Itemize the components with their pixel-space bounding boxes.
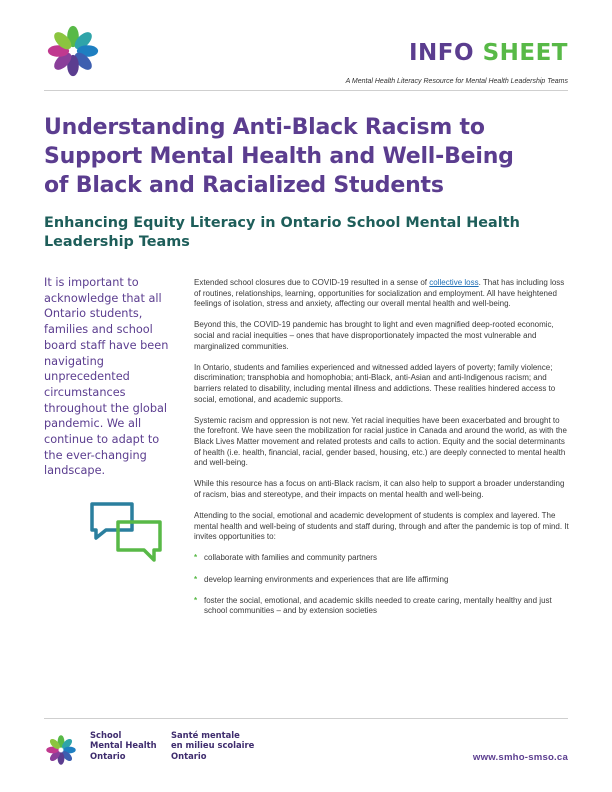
title-line-2: Support Mental Health and Well-Being (44, 144, 514, 169)
title-line-1: Understanding Anti-Black Racism to (44, 115, 485, 140)
badge-word-sheet: SHEET (482, 40, 568, 66)
paragraph-5: While this resource has a focus on anti-Black racism, it can also help to support a broader understanding of racism, bias and stereotype, and their impacts on mental health and well-being. (194, 479, 565, 499)
smho-pinwheel-logo (44, 22, 102, 80)
smho-footer-logo (44, 733, 78, 767)
header-divider (44, 90, 568, 91)
sidebar-callout: It is important to acknowledge that all Ontario students, families and school board staff have been navigating unprecedented circumstances throughout the global pandemic. We all continue to adapt to the ever-changing landscape. (44, 276, 169, 478)
bullet-star-icon: * (194, 574, 198, 584)
subtitle-line-2: Leadership Teams (44, 234, 190, 250)
footer-divider (44, 718, 568, 719)
page-subtitle (44, 214, 564, 252)
bullet-star-icon: * (194, 595, 198, 605)
org-name-english: School Mental Health Ontario (90, 730, 157, 761)
org-name-french: Santé mentale en milieu scolaire Ontario (171, 730, 255, 761)
chat-bubbles-icon (88, 500, 164, 566)
paragraph-3: In Ontario, students and families experienced and witnessed added layers of poverty; family violence; discrimination; transphobia and homophobia; anti-Black, anti-Asian and anti-Indigenous racism; and barriers related to disability, including mental illness and addictions. These realities hindered access to social, emotional, and academic supports. (194, 362, 556, 404)
paragraph-4: Systemic racism and oppression is not new. Yet racial inequities have been exacerbated and brought to the forefront. We have seen the mobilization for racial justice in Canada and around the world, as with the Black Lives Matter movement and related protests and calls to action. Equity and the social determinants of health (i.e. health, financial, racial, gender based, housing, etc.) are deeply connected to mental health and well-being. (194, 415, 567, 468)
paragraph-2: Beyond this, the COVID-19 pandemic has brought to light and even magnified deep-rooted economic, social and racial inequities – ones that have disproportionately impacted the most vulnerable and marginalized communities. (194, 320, 554, 351)
list-item: * foster the social, emotional, and academic skills needed to create caring, mentally healthy and just school communities – and by extension societies (194, 595, 552, 616)
page-title (44, 113, 564, 200)
opportunities-list (194, 553, 570, 617)
bullet-star-icon: * (194, 553, 198, 563)
subtitle-line-1: Enhancing Equity Literacy in Ontario School Mental Health (44, 215, 520, 231)
collective-loss-link[interactable]: collective loss (429, 278, 479, 287)
list-item: * develop learning environments and experiences that are life affirming (194, 574, 449, 584)
website-link[interactable]: www.smho-smso.ca (472, 752, 568, 763)
paragraph-6: Attending to the social, emotional and academic development of students is complex and layered. The mental health and well-being of students and staff during, through and after the pandemic is top of mind. It invites opportunities to: (194, 511, 569, 542)
title-line-3: of Black and Racialized Students (44, 173, 444, 198)
tagline: A Mental Health Literacy Resource for Mental Health Leadership Teams (345, 78, 568, 85)
badge-word-info: INFO (408, 40, 475, 66)
list-item: * collaborate with families and community partners (194, 553, 377, 563)
paragraph-1: Extended school closures due to COVID-19 resulted in a sense of collective loss. That has including loss of routines, relationships, learning, opportunities for socialization and employment. All have heightened feelings of isolation, stress and anxiety, affecting our overall mental health and well-being. (194, 278, 565, 309)
info-sheet-badge (409, 40, 568, 66)
main-body (194, 278, 570, 628)
